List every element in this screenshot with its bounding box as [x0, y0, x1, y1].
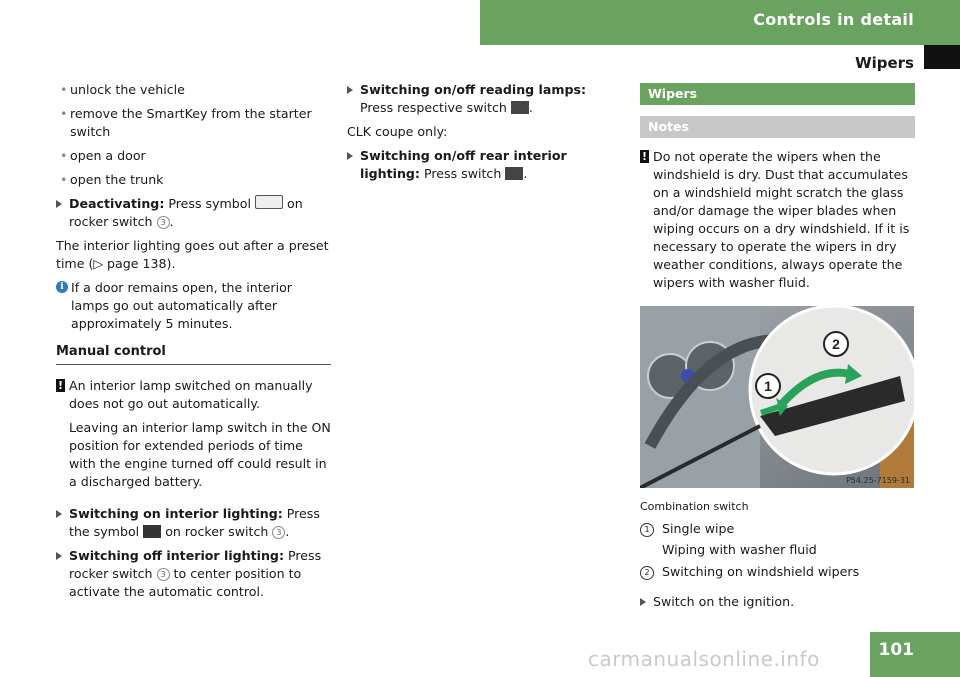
page-number: 101 [878, 640, 914, 660]
info-note: i If a door remains open, the interior lamps go out automatically after approximately 5 minutes. [56, 279, 331, 333]
figure-caption: Combination switch [640, 500, 749, 513]
bullet-item: • open the trunk [56, 171, 331, 189]
wiper-warning-note: ! Do not operate the wipers when the windshield is dry. Dust that accumulates on a windshield might scratch the glass and/or damage the wiper blades when wiping occurs on a dry windshield. If it is necessary to operate the wipers in dry weather conditions, always operate the wipers with washer fluid. [641, 149, 910, 290]
arrow-icon [347, 152, 353, 160]
legend-number: 2 [640, 566, 654, 580]
callout-number: 3 [272, 526, 285, 539]
watermark: carmanualsonline.info [588, 647, 820, 671]
section-bar-wipers: Wipers [640, 83, 915, 105]
warning-icon: ! [57, 379, 64, 392]
warning-icon: ! [641, 150, 648, 163]
step-off: Switching off interior lighting: Press rocker switch 3 to center position to activate the automatic control. [56, 547, 331, 601]
warning-note: ! An interior lamp switched on manually does not go out automatically. Leaving an interior lamp switch in the ON position for extended periods of time with the engine turned off could result in a discharged battery. [57, 378, 331, 489]
bullet-item: • open a door [56, 147, 331, 165]
rear-lamp-icon [505, 167, 523, 180]
section-heading: Manual control [56, 343, 331, 365]
header-tab-marker [924, 45, 960, 69]
bullet-item: • remove the SmartKey from the starter switch [56, 105, 331, 141]
reading-lamp-icon [511, 101, 529, 114]
combination-switch-illustration [640, 306, 914, 488]
page-number-box [870, 632, 960, 677]
info-icon: i [56, 281, 68, 293]
column-left [56, 81, 331, 607]
lamp-on-symbol-icon [143, 525, 161, 538]
step-reading-lamps: Switching on/off reading lamps: Press respective switch . [347, 81, 622, 117]
column-right [640, 83, 915, 617]
arrow-icon [347, 86, 353, 94]
svg-text:2: 2 [832, 336, 840, 352]
step-deactivating: Deactivating: Press symbol on rocker switch 3 . [56, 195, 331, 231]
arrow-icon [56, 200, 62, 208]
step-ignition: Switch on the ignition. [640, 593, 915, 611]
legend-item: 2 Switching on windshield wipers [640, 563, 915, 581]
lamp-symbol-icon [255, 195, 283, 209]
clk-note: CLK coupe only: [347, 124, 448, 139]
arrow-icon [56, 510, 62, 518]
step-on: Switching on interior lighting: Press the symbol on rocker switch 3 . [56, 505, 331, 541]
column-middle [347, 81, 622, 189]
section-bar-notes: Notes [640, 116, 915, 138]
callout-number: 3 [157, 216, 170, 229]
combination-switch-figure [640, 306, 914, 488]
section-title: Controls in detail [753, 10, 914, 29]
preset-text: The interior lighting goes out after a preset time (▷ page 138). [56, 238, 329, 271]
legend-item: 1 Single wipe Wiping with washer fluid [640, 520, 915, 559]
bullet-item: • unlock the vehicle [56, 81, 331, 99]
callout-number: 3 [157, 568, 170, 581]
legend-number: 1 [640, 523, 654, 537]
subsection-title: Wipers [855, 54, 914, 72]
arrow-icon [56, 552, 62, 560]
arrow-icon [640, 598, 646, 606]
svg-text:1: 1 [764, 378, 772, 394]
step-rear-lighting: Switching on/off rear interior lighting: Press switch . [347, 147, 622, 183]
figure-code: P54.25-7159-31 [845, 476, 910, 485]
